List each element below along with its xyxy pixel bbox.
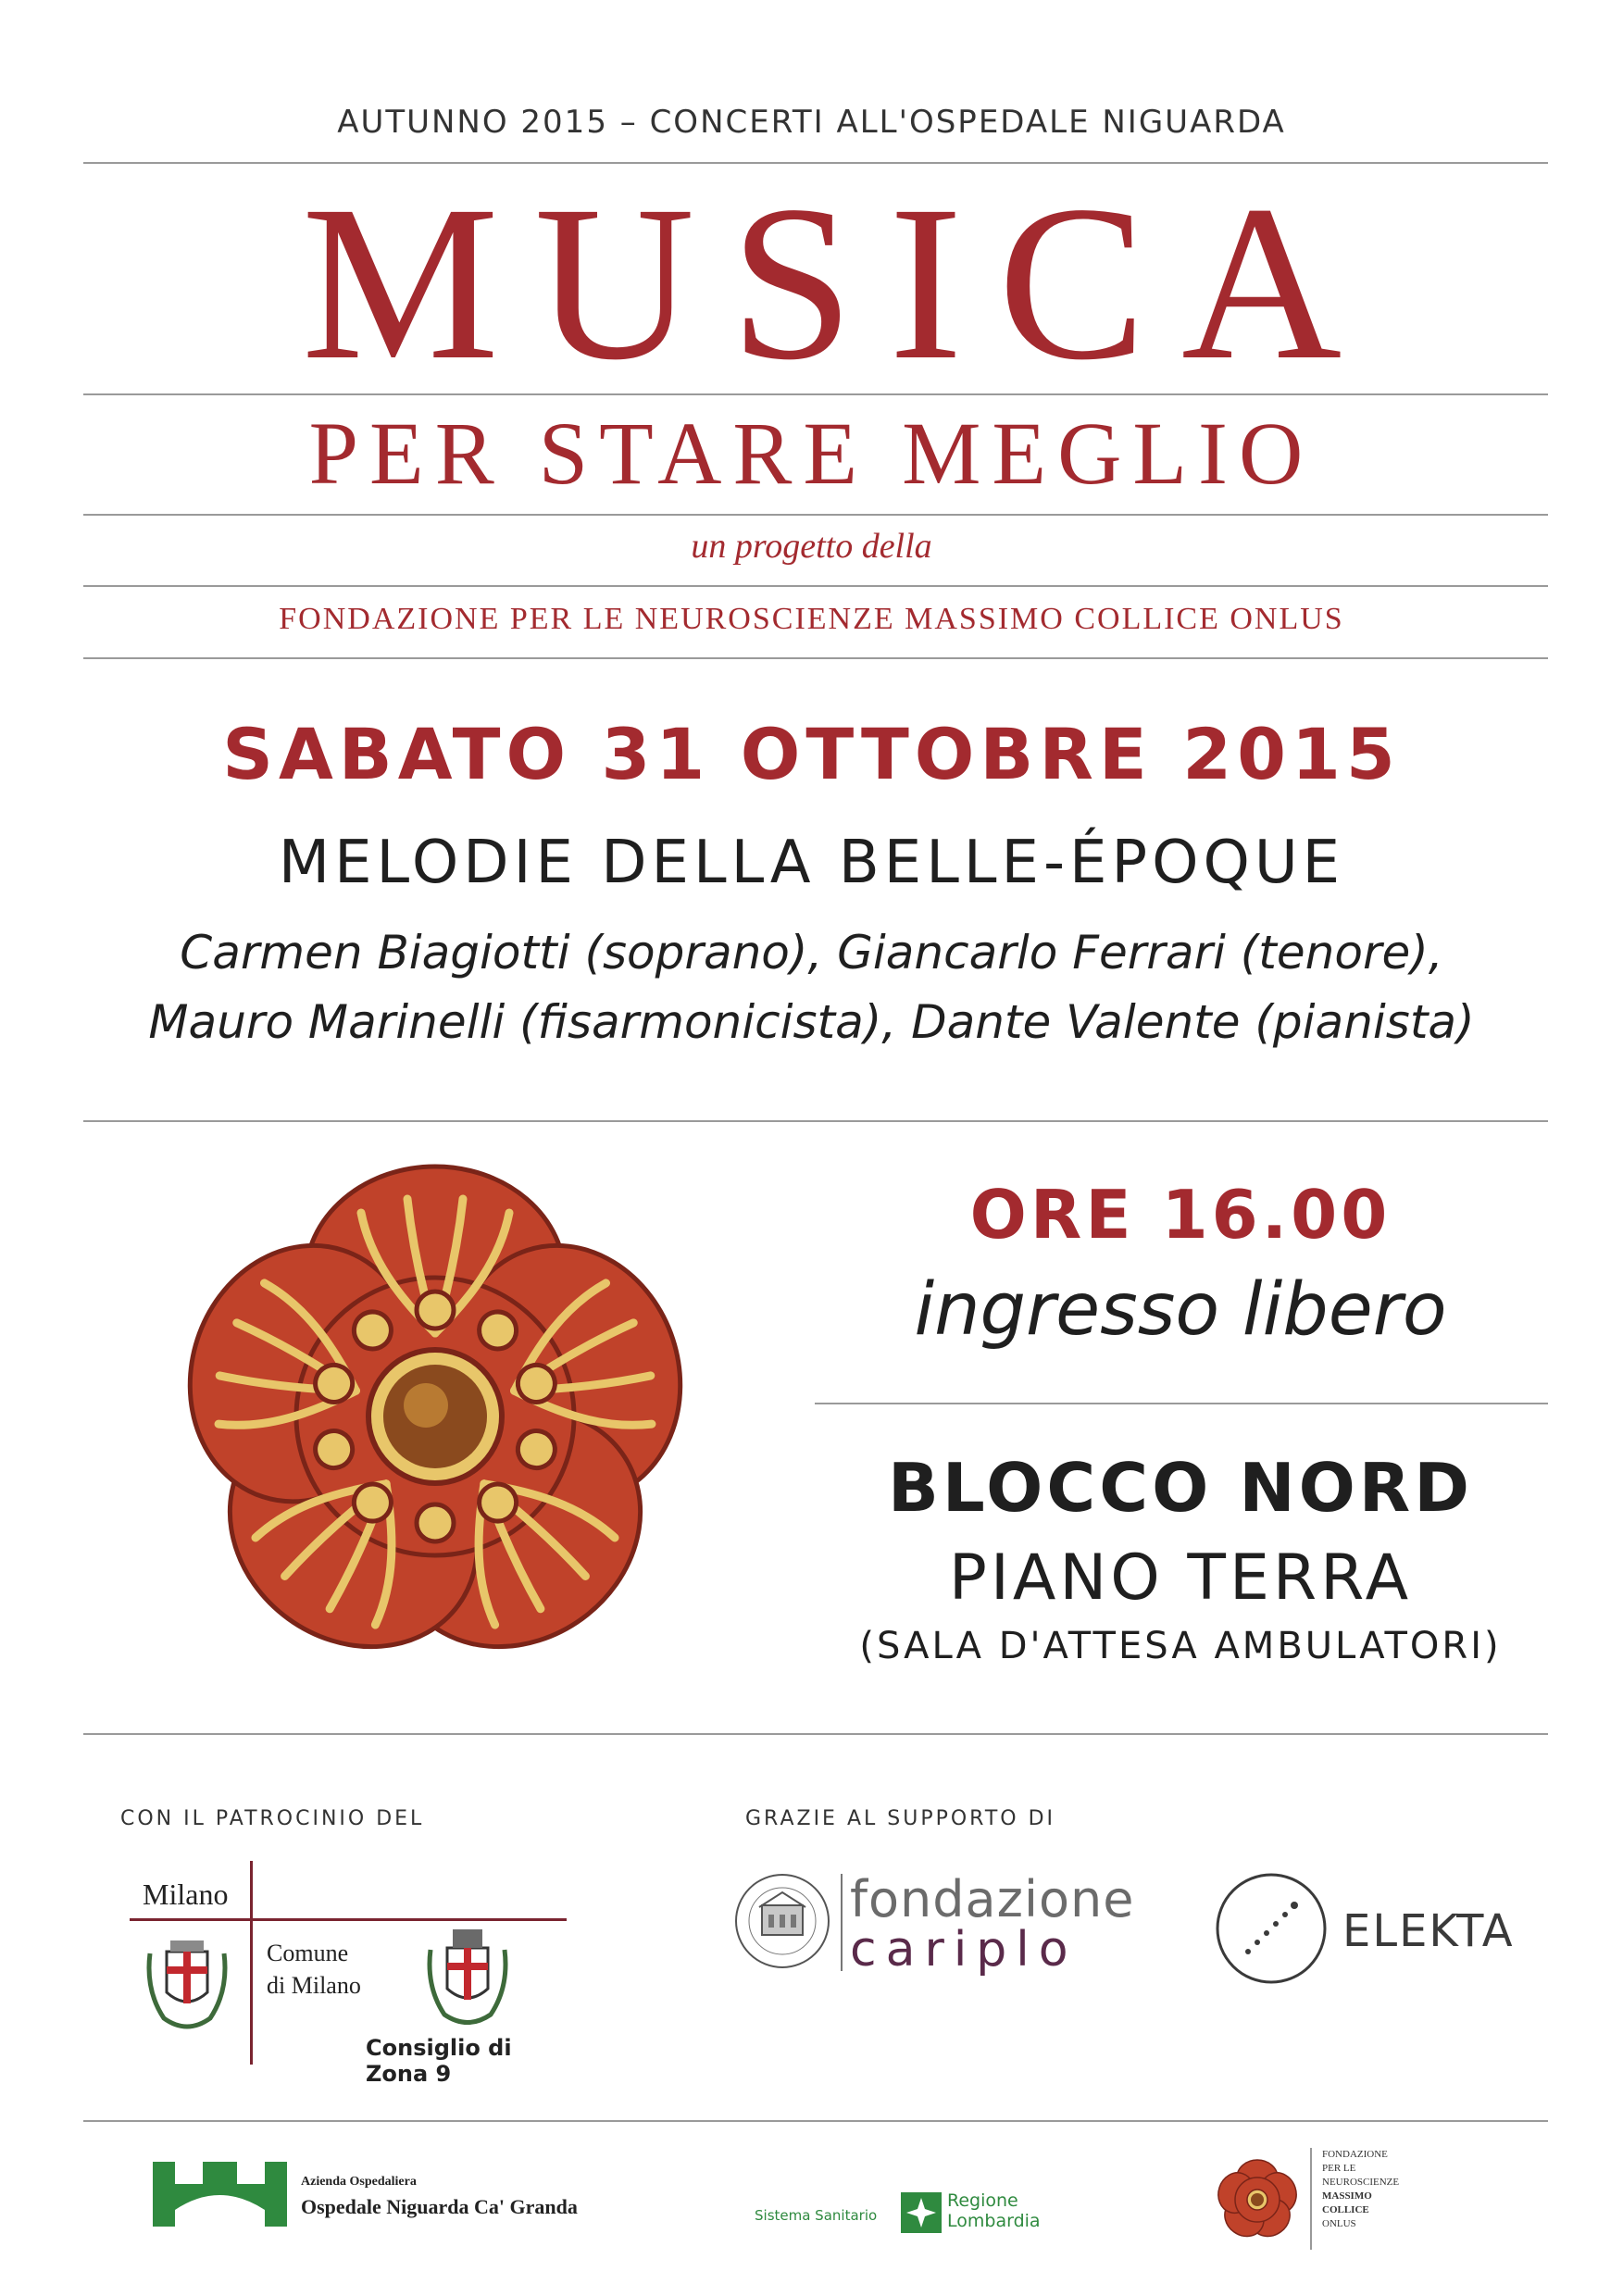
- flower-ornament-small-icon: [1213, 2157, 1302, 2242]
- fondazione-footer-line: COLLICE: [1322, 2204, 1369, 2215]
- regione-line-1: Regione: [947, 2190, 1018, 2211]
- fondazione-footer-text: [1322, 2148, 1399, 2231]
- divider: [83, 2120, 1548, 2122]
- cariplo-logo: [731, 1870, 1167, 1990]
- fondazione-footer-logo: [1213, 2148, 1454, 2250]
- divider: [83, 1120, 1548, 1122]
- performers-line-2: Mauro Marinelli (fisarmonicista), Dante Valente (pianista): [148, 995, 1475, 1049]
- divider: [815, 1403, 1548, 1404]
- niguarda-logo-icon: [153, 2162, 287, 2227]
- regione-lombardia-icon: [901, 2192, 942, 2233]
- regione-line-2: Lombardia: [947, 2211, 1041, 2231]
- event-time: ORE 16.00: [969, 1176, 1392, 1254]
- sistema-label: Sistema Sanitario: [755, 2207, 878, 2224]
- patronage-label: CON IL PATROCINIO DEL: [120, 1807, 425, 1830]
- cariplo-seal-divider: [841, 1874, 843, 1971]
- niguarda-line-2: Ospedale Niguarda Ca' Granda: [301, 2195, 578, 2218]
- flower-ornament-icon: [167, 1157, 704, 1676]
- cariplo-seal-icon: [731, 1870, 833, 1972]
- location-floor: PIANO TERRA: [948, 1541, 1413, 1615]
- elekta-logo: [1213, 1870, 1546, 1990]
- performers-line-1: Carmen Biagiotti (soprano), Giancarlo Ferrari (tenore),: [180, 926, 1443, 980]
- niguarda-logo: [153, 2162, 671, 2236]
- divider: [83, 585, 1548, 587]
- milano-title: Milano: [143, 1878, 229, 1911]
- zona-crest-icon: [421, 1924, 514, 2030]
- milano-crest-icon: [141, 1935, 233, 2037]
- elekta-logo-icon: [1213, 1870, 1330, 1987]
- milano-horizontal-rule: [130, 1918, 567, 1921]
- divider: [83, 393, 1548, 395]
- elekta-name: ELEKTA: [1342, 1905, 1515, 1957]
- event-program: MELODIE DELLA BELLE-ÉPOQUE: [278, 829, 1345, 897]
- divider: [83, 657, 1548, 659]
- fondazione-footer-line: MASSIMO: [1322, 2190, 1372, 2202]
- fondazione-footer-line: PER LE: [1322, 2163, 1356, 2174]
- page-title: MUSICA: [301, 159, 1378, 406]
- fondazione-footer-divider: [1310, 2148, 1312, 2250]
- page-subtitle: PER STARE MEGLIO: [308, 404, 1315, 503]
- fondazione-footer-line: ONLUS: [1322, 2218, 1356, 2229]
- location-room: (SALA D'ATTESA AMBULATORI): [859, 1625, 1502, 1667]
- cariplo-line-1: fondazione: [850, 1870, 1135, 1928]
- divider: [83, 1733, 1548, 1735]
- milano-logo: [130, 1861, 574, 2087]
- event-date: SABATO 31 OTTOBRE 2015: [222, 713, 1401, 795]
- niguarda-line-1: Azienda Ospedaliera: [301, 2175, 417, 2189]
- season-line: AUTUNNO 2015 – CONCERTI ALL'OSPEDALE NIGUARDA: [337, 104, 1286, 141]
- divider: [83, 514, 1548, 516]
- zona-label: Consiglio di Zona 9: [366, 2035, 512, 2087]
- comune-line-1: Comune: [267, 1940, 349, 1966]
- foundation-name: FONDAZIONE PER LE NEUROSCIENZE MASSIMO COLLICE ONLUS: [279, 602, 1344, 636]
- project-of-text: un progetto della: [691, 527, 932, 566]
- support-label: GRAZIE AL SUPPORTO DI: [745, 1807, 1056, 1830]
- fondazione-footer-line: NEUROSCIENZE: [1322, 2177, 1400, 2188]
- cariplo-line-2: cariplo: [850, 1922, 1078, 1978]
- location-building: BLOCCO NORD: [887, 1449, 1474, 1527]
- regione-lombardia-logo: [755, 2185, 1069, 2240]
- entry-info: ingresso libero: [914, 1268, 1447, 1352]
- comune-line-2: di Milano: [267, 1972, 361, 1999]
- fondazione-footer-line: FONDAZIONE: [1322, 2149, 1388, 2160]
- milano-vertical-rule: [250, 1861, 253, 2065]
